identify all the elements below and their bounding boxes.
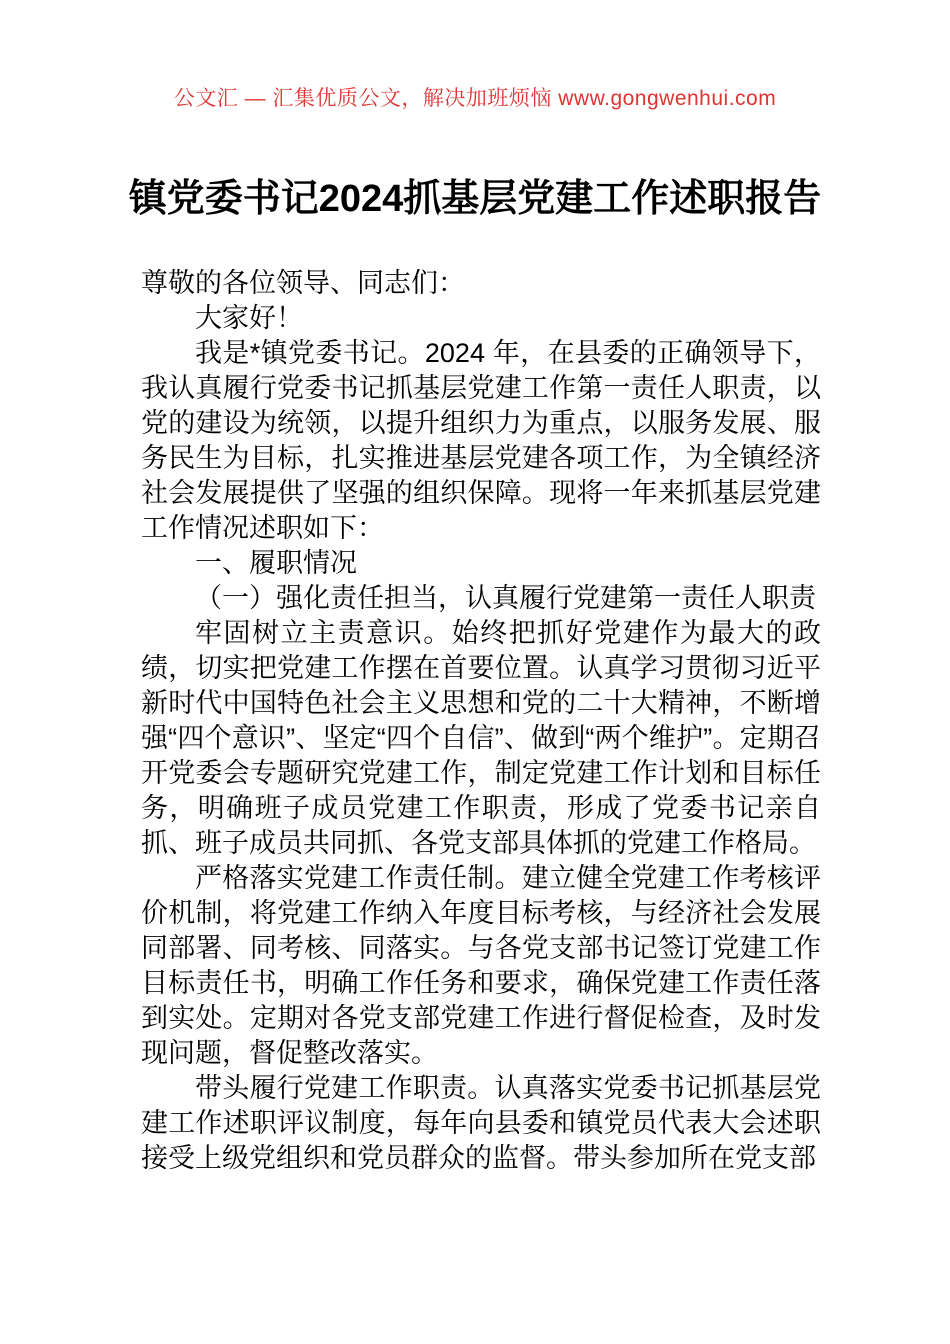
paragraph: （一）强化责任担当，认真履行党建第一责任人职责 [195, 583, 816, 613]
paragraph: 严格落实党建工作责任制。建立健全党建工作考核评价机制，将党建工作纳入年度目标考核，与经济社会发展同部署、同考核、同落实。与各党支部书记签订党建工作目标责任书，明确工作任务和要求，确保党建工作责任落到实处。定期对各党支部党建工作进行督促检查，及时发现问题，督促整改落实。 [141, 863, 821, 1068]
watermark-header: 公文汇 — 汇集优质公文，解决加班烦恼 www.gongwenhui.com [173, 87, 777, 110]
document-body [141, 266, 821, 1176]
document-title: 镇党委书记2024抓基层党建工作述职报告 [128, 178, 822, 220]
paragraph: 大家好！ [195, 303, 303, 333]
paragraph: 尊敬的各位领导、同志们： [141, 268, 465, 298]
paragraph: 我是*镇党委书记。2024 年，在县委的正确领导下，我认真履行党委书记抓基层党建工作第一责任人职责，以党的建设为统领，以提升组织力为重点，以服务发展、服务民生为目标，扎实推进基层党建各项工作，为全镇经济社会发展提供了坚强的组织保障。现将一年来抓基层党建工作情况述职如下： [141, 338, 821, 543]
paragraph: 一、履职情况 [195, 548, 357, 578]
paragraph: 带头履行党建工作职责。认真落实党委书记抓基层党建工作述职评议制度，每年向县委和镇党员代表大会述职接受上级党组织和党员群众的监督。带头参加所在党支部 [141, 1073, 821, 1173]
paragraph: 牢固树立主责意识。始终把抓好党建作为最大的政绩，切实把党建工作摆在首要位置。认真学习贯彻习近平新时代中国特色社会主义思想和党的二十大精神，不断增强“四个意识”、坚定“四个自信”、做到“两个维护”。定期召开党委会专题研究党建工作，制定党建工作计划和目标任务，明确班子成员党建工作职责，形成了党委书记亲自抓、班子成员共同抓、各党支部具体抓的党建工作格局。 [141, 618, 821, 858]
